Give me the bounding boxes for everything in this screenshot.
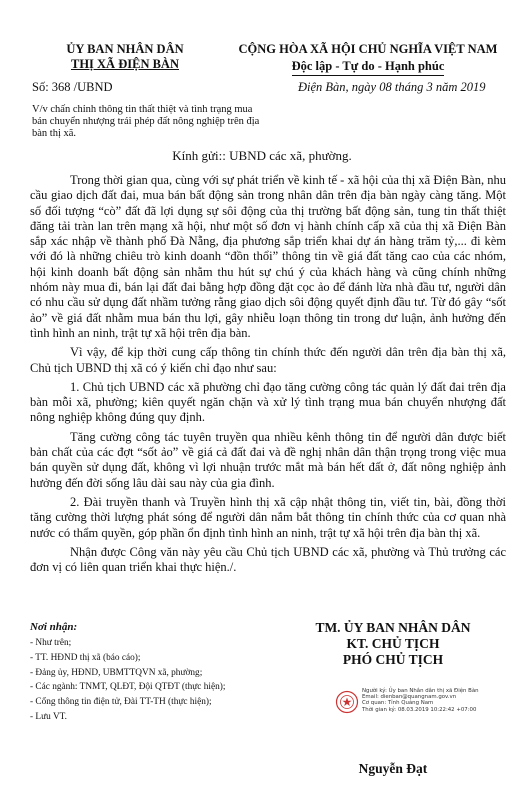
recipient-item: - Cổng thông tin điện tử, Đài TT-TH (thực hiện);: [30, 697, 212, 708]
recipients-label: Nơi nhận:: [30, 621, 78, 633]
recipient-item: - TT. HĐND thị xã (báo cáo);: [30, 652, 141, 663]
national-title: CỘNG HÒA XÃ HỘI CHỦ NGHĨA VIỆT NAM: [238, 42, 498, 56]
stamp-signer: Người ký: Ủy ban Nhân dân thị xã Điện Bàn: [362, 688, 479, 694]
issuer-unit: THỊ XÃ ĐIỆN BÀN: [70, 57, 179, 71]
signature-line-1: TM. ỦY BAN NHÂN DÂN: [315, 620, 471, 635]
stamp-email: Email: dienban@quangnam.gov.vn: [362, 694, 457, 701]
date-line: Điện Bàn, ngày 08 tháng 3 năm 2019: [298, 80, 486, 94]
document-number: Số: 368 /UBND: [32, 80, 113, 94]
body-paragraph: Trong thời gian qua, cùng với sự phát triển về kinh tế - xã hội của thị xã Điện Bàn, nhu cầu giao dịch đất đai, mua bán bất động sản trong nhân dân trên địa bàn ngày càng tăng. Một số đối tượng “cò” đất đã lợi dụng sự sôi động của thị trường bất động sản, tung tin thất thiệt đăng tải tràn lan trên mạng xã hội, như một số đơn vị hành chính cấp xã của thị xã Điện Bàn sắp xác nhập về thành phố Đà Nẵng, địa phương sắp triển khai dự án hàng trăm tỷ,... đi kèm với đó là những chiêu trò kinh doanh “đồn thổi” thông tin về giá đất tăng cao của các nhóm, hội kinh doanh bất động sản nhằm thu hút sự chú ý của khách hàng và cũng chính những nhóm này mua đi, bán lại đất đai bằng hợp đồng đặt cọc ảo để đánh lừa nhà đầu tư, người dân có nhu cầu sử dụng đất nhầm tưởng rằng giao dịch sôi động quyết định đầu tư. Từ đó gây “sốt ảo” về giá đất nhằm mua bán thu lợi, gây nhiễu loạn thông tin trong dư luận, ảnh hưởng đến tình hình an ninh, trật tự xã hội trên địa bàn.: [30, 173, 506, 340]
signature-block: [268, 620, 518, 668]
signature-line-2: KT. CHỦ TỊCH: [346, 636, 440, 651]
recipient-item: - Như trên;: [30, 638, 72, 648]
body-paragraph: 1. Chủ tịch UBND các xã phường chỉ đạo tăng cường công tác quản lý đất đai trên địa bàn mỗi xã, phường; kiên quyết ngăn chặn và xử lý tình trạng mua bán chuyển nhượng đất nông nghiệp không đúng quy định.: [30, 379, 506, 425]
body-paragraph: Vì vậy, để kịp thời cung cấp thông tin chính thức đến người dân trên địa bàn thị xã, Chủ tịch UBND thị xã có ý kiến chỉ đạo như sau:: [30, 345, 506, 375]
digital-signature-stamp: [362, 688, 520, 713]
recipient-line: Kính gửi:: UBND các xã, phường.: [172, 148, 352, 163]
stamp-agency: Cơ quan: Tỉnh Quảng Nam: [362, 700, 434, 707]
recipient-item: - Đảng ủy, HĐND, UBMTTQVN xã, phường;: [30, 667, 203, 678]
recipients-list: [30, 638, 300, 727]
recipient-item: - Lưu VT.: [30, 711, 67, 722]
national-title-block: [222, 42, 514, 76]
body-paragraph: 2. Đài truyền thanh và Truyền hình thị xã cập nhật thông tin, viết tin, bài, đồng thời tăng cường thời lượng phát sóng để người dân nắm bắt thông tin chính thức của cơ quan nhà nước có thẩm quyền, góp phần ổn định tình hình an ninh, trật tự xã hội trên địa bàn thị xã.: [30, 494, 506, 540]
issuer-name: ỦY BAN NHÂN DÂN: [66, 42, 184, 56]
body-paragraph: Nhận được Công văn này yêu cầu Chủ tịch UBND các xã, phường và Thủ trưởng các đơn vị có liên quan triển khai thực hiện./.: [30, 544, 506, 575]
issuer-block: [30, 42, 220, 72]
stamp-time: Thời gian ký: 08.03.2019 10:22:42 +07:00: [362, 706, 477, 713]
national-motto: Độc lập - Tự do - Hạnh phúc: [292, 59, 445, 76]
document-body: [30, 173, 506, 579]
subject-line: V/v chấn chỉnh thông tin thất thiệt và tình trạng mua bán chuyển nhượng trái phép đất nông nghiệp trên địa bàn thị xã.: [32, 104, 260, 139]
seal-icon: [335, 690, 359, 714]
recipient-item: - Các ngành: TNMT, QLĐT, Đội QTĐT (thực hiện);: [30, 682, 226, 693]
signer-name: Nguyễn Đạt: [358, 761, 428, 776]
body-paragraph: Tăng cường công tác tuyên truyền qua nhiều kênh thông tin để người dân được biết bản chất của các đợt “sốt ảo” về giá cả đất đai và đề nghị nhân dân thận trọng trong việc mua bán quyền sử dụng đất, không vì lợi nhuận trước mắt mà bán hết đất ở, đất nông nghiệp ảnh hưởng đến đời sống lâu dài sau này của gia đình.: [30, 429, 506, 490]
signature-line-3: PHÓ CHỦ TỊCH: [342, 652, 444, 667]
